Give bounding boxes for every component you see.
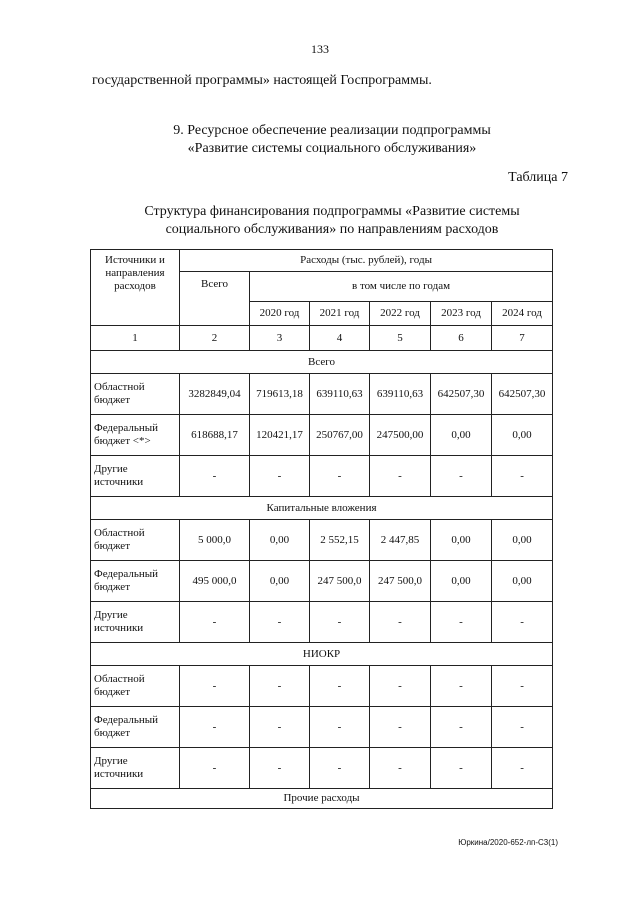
table-caption-line-2: социального обслуживания» по направлениям расходов (165, 222, 499, 237)
value-cell: 719613,18 (250, 374, 310, 415)
table-row (91, 520, 553, 561)
value-cell: - (431, 602, 492, 643)
table-row (91, 456, 553, 497)
value-cell: - (310, 748, 370, 789)
header-year: 2024 год (492, 302, 553, 326)
header-year: 2023 год (431, 302, 492, 326)
column-number: 5 (370, 326, 431, 351)
column-number: 1 (91, 326, 180, 351)
value-cell: - (431, 456, 492, 497)
section-heading-line-1: 9. Ресурсное обеспечение реализации подпрограммы (173, 123, 491, 138)
value-cell: 3282849,04 (180, 374, 250, 415)
header-year: 2020 год (250, 302, 310, 326)
value-cell: - (370, 666, 431, 707)
footer-code: Юркина/2020-652-лп-С3(1) (458, 838, 558, 847)
value-cell: - (310, 707, 370, 748)
value-cell: - (250, 456, 310, 497)
value-cell: - (180, 666, 250, 707)
table-caption-line-1: Структура финансирования подпрограммы «Развитие системы (144, 204, 520, 219)
value-cell: - (492, 707, 553, 748)
column-number: 6 (431, 326, 492, 351)
value-cell: 0,00 (431, 415, 492, 456)
header-sources: Источники и направления расходов (91, 250, 180, 326)
header-year: 2021 год (310, 302, 370, 326)
value-cell: - (370, 456, 431, 497)
value-cell: 639110,63 (370, 374, 431, 415)
value-cell: 0,00 (431, 561, 492, 602)
value-cell: - (492, 748, 553, 789)
section-title: Прочие расходы (91, 789, 553, 809)
value-cell: 2 552,15 (310, 520, 370, 561)
source-cell: Областной бюджет (91, 666, 180, 707)
column-number: 3 (250, 326, 310, 351)
value-cell: - (310, 602, 370, 643)
table-row (91, 602, 553, 643)
value-cell: - (180, 748, 250, 789)
value-cell: - (250, 707, 310, 748)
value-cell: 0,00 (250, 520, 310, 561)
value-cell: - (492, 456, 553, 497)
source-cell: Другие источники (91, 748, 180, 789)
value-cell: 0,00 (492, 561, 553, 602)
table-row (91, 561, 553, 602)
value-cell: - (431, 748, 492, 789)
table-caption (0, 203, 640, 239)
value-cell: 247500,00 (370, 415, 431, 456)
column-number: 7 (492, 326, 553, 351)
value-cell: 5 000,0 (180, 520, 250, 561)
value-cell: 0,00 (492, 415, 553, 456)
table-row (91, 748, 553, 789)
source-cell: Федеральный бюджет <*> (91, 415, 180, 456)
intro-line: государственной программы» настоящей Госпрограммы. (92, 73, 432, 88)
section-row (91, 497, 553, 520)
section-title: Всего (91, 351, 553, 374)
table-row (91, 707, 553, 748)
header-by-years: в том числе по годам (250, 272, 553, 302)
value-cell: - (492, 602, 553, 643)
value-cell: - (250, 602, 310, 643)
value-cell: - (370, 748, 431, 789)
section-row (91, 351, 553, 374)
value-cell: - (180, 456, 250, 497)
source-cell: Федеральный бюджет (91, 707, 180, 748)
value-cell: 247 500,0 (370, 561, 431, 602)
column-number: 2 (180, 326, 250, 351)
page-number: 133 (311, 42, 329, 56)
value-cell: 0,00 (431, 520, 492, 561)
header-total: Всего (180, 272, 250, 326)
value-cell: 639110,63 (310, 374, 370, 415)
source-cell: Областной бюджет (91, 520, 180, 561)
value-cell: - (492, 666, 553, 707)
value-cell: - (250, 748, 310, 789)
value-cell: - (180, 707, 250, 748)
value-cell: - (431, 666, 492, 707)
table-row (91, 374, 553, 415)
header-year: 2022 год (370, 302, 431, 326)
value-cell: 247 500,0 (310, 561, 370, 602)
section-title: НИОКР (91, 643, 553, 666)
value-cell: 2 447,85 (370, 520, 431, 561)
section-heading (0, 122, 640, 158)
value-cell: - (310, 456, 370, 497)
value-cell: 618688,17 (180, 415, 250, 456)
table-row (91, 415, 553, 456)
value-cell: 642507,30 (431, 374, 492, 415)
section-row (91, 643, 553, 666)
value-cell: 250767,00 (310, 415, 370, 456)
value-cell: - (431, 707, 492, 748)
column-number: 4 (310, 326, 370, 351)
value-cell: - (310, 666, 370, 707)
source-cell: Другие источники (91, 602, 180, 643)
section-title: Капитальные вложения (91, 497, 553, 520)
value-cell: - (370, 707, 431, 748)
table-body (91, 351, 553, 809)
source-cell: Областной бюджет (91, 374, 180, 415)
value-cell: 0,00 (250, 561, 310, 602)
value-cell: 120421,17 (250, 415, 310, 456)
value-cell: - (180, 602, 250, 643)
header-expenses: Расходы (тыс. рублей), годы (180, 250, 553, 272)
source-cell: Федеральный бюджет (91, 561, 180, 602)
table-row (91, 666, 553, 707)
table-label: Таблица 7 (508, 170, 568, 185)
value-cell: - (250, 666, 310, 707)
value-cell: 0,00 (492, 520, 553, 561)
finance-table (90, 249, 553, 809)
value-cell: 642507,30 (492, 374, 553, 415)
value-cell: 495 000,0 (180, 561, 250, 602)
section-row (91, 789, 553, 809)
value-cell: - (370, 602, 431, 643)
source-cell: Другие источники (91, 456, 180, 497)
section-heading-line-2: «Развитие системы социального обслуживания» (187, 141, 477, 156)
